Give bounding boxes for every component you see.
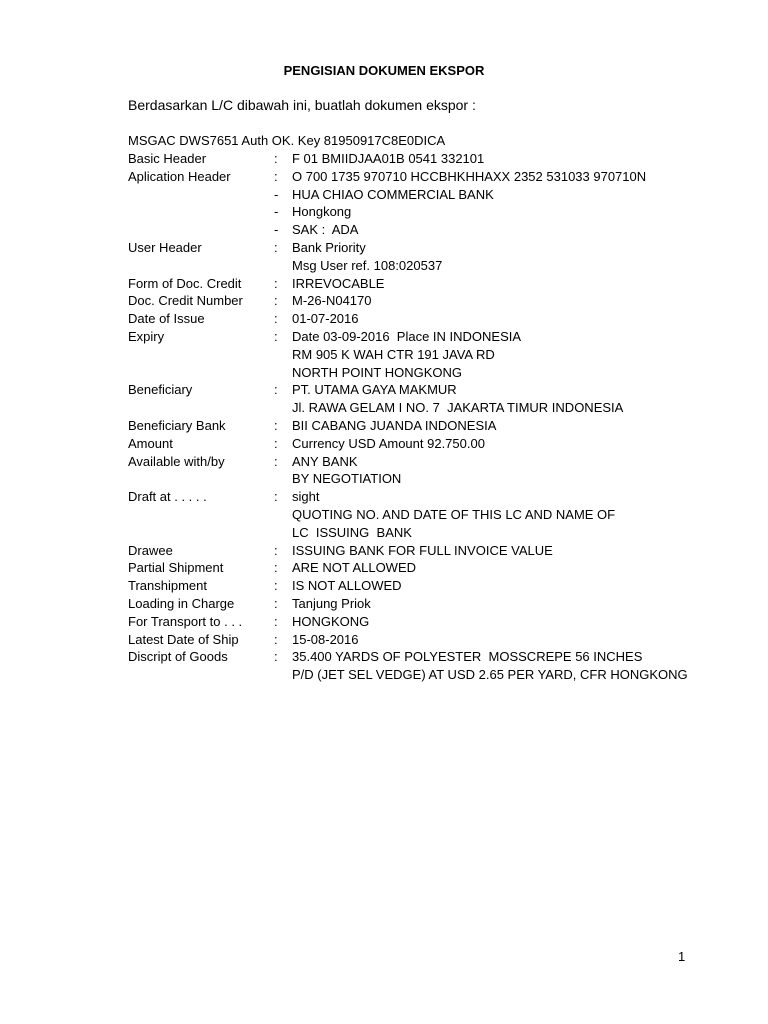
- lc-detail-row: [128, 168, 718, 186]
- field-value-line: Hongkong: [292, 204, 352, 220]
- field-value: [292, 453, 718, 489]
- field-separator: :: [274, 453, 278, 469]
- field-value-line: IRREVOCABLE: [292, 275, 385, 291]
- field-value: [292, 435, 718, 453]
- field-separator: :: [274, 578, 278, 594]
- field-value: [292, 292, 718, 310]
- field-value-line: Bank Priority: [292, 239, 366, 255]
- field-separator: :: [274, 328, 278, 344]
- field-value-line: 35.400 YARDS OF POLYESTER MOSSCREPE 56 INCHES: [292, 649, 643, 665]
- field-value: [292, 542, 718, 560]
- field-label: Beneficiary Bank: [128, 417, 226, 433]
- field-value-line: ARE NOT ALLOWED: [292, 560, 417, 576]
- field-value: [292, 559, 718, 577]
- lc-detail-row: [128, 381, 718, 417]
- field-separator: :: [274, 649, 278, 665]
- lc-detail-row: [128, 417, 718, 435]
- field-label: Date of Issue: [128, 311, 205, 327]
- field-value-line: QUOTING NO. AND DATE OF THIS LC AND NAME OF: [292, 506, 616, 522]
- field-separator: :: [274, 613, 278, 629]
- field-value-line: LC ISSUING BANK: [292, 524, 412, 540]
- field-separator: :: [274, 275, 278, 291]
- field-separator: -: [274, 186, 279, 202]
- field-value-line: F 01 BMIIDJAA01B 0541 332101: [292, 151, 485, 166]
- field-label: Partial Shipment: [128, 560, 224, 576]
- lc-detail-row: [128, 310, 718, 328]
- field-value: [292, 168, 718, 186]
- field-value-line: M-26-N04170: [292, 293, 372, 309]
- field-label: Discript of Goods: [128, 649, 228, 665]
- field-value-line: ANY BANK: [292, 453, 358, 469]
- field-separator: :: [274, 595, 278, 611]
- field-separator: -: [274, 222, 279, 238]
- field-label: User Header: [128, 239, 202, 255]
- field-value-line: BII CABANG JUANDA INDONESIA: [292, 417, 497, 433]
- field-value-line: HONGKONG: [292, 613, 370, 629]
- field-value: [292, 488, 718, 541]
- field-value-line: Msg User ref. 108:020537: [292, 257, 443, 273]
- lc-detail-row: [128, 328, 718, 381]
- field-value: [292, 595, 718, 613]
- lc-detail-row: [128, 613, 718, 631]
- field-value-line: RM 905 K WAH CTR 191 JAVA RD: [292, 346, 495, 362]
- field-value: [292, 203, 718, 221]
- field-label: Loading in Charge: [128, 595, 235, 611]
- lc-detail-row: [128, 292, 718, 310]
- field-value-line: Currency USD Amount 92.750.00: [292, 435, 485, 451]
- field-label: Form of Doc. Credit: [128, 275, 242, 291]
- field-value-line: Jl. RAWA GELAM I NO. 7 JAKARTA TIMUR INDONESIA: [292, 400, 624, 416]
- lc-detail-row: [128, 203, 718, 221]
- field-separator: :: [274, 489, 278, 505]
- field-label: For Transport to . . .: [128, 613, 243, 629]
- field-label: Basic Header: [128, 151, 207, 166]
- field-value: [292, 631, 718, 649]
- field-value: [292, 417, 718, 435]
- field-separator: :: [274, 151, 278, 166]
- lc-detail-row: [128, 221, 718, 239]
- message-auth-line: MSGAC DWS7651 Auth OK. Key 81950917C8E0DICA: [128, 133, 446, 148]
- field-separator: :: [274, 293, 278, 309]
- field-label: Aplication Header: [128, 168, 231, 184]
- field-value-line: HUA CHIAO COMMERCIAL BANK: [292, 186, 494, 202]
- field-label: Beneficiary: [128, 382, 193, 398]
- lc-detail-row: [128, 150, 718, 168]
- lc-detail-row: [128, 453, 718, 489]
- lc-detail-row: [128, 186, 718, 204]
- lc-detail-row: [128, 631, 718, 649]
- field-separator: :: [274, 542, 278, 558]
- field-value: [292, 221, 718, 239]
- lc-detail-row: [128, 559, 718, 577]
- field-value-line: NORTH POINT HONGKONG: [292, 364, 462, 380]
- field-value-line: O 700 1735 970710 HCCBHKHHAXX 2352 531033 970710N: [292, 168, 647, 184]
- field-value-line: BY NEGOTIATION: [292, 471, 402, 487]
- field-value-line: SAK : ADA: [292, 222, 359, 238]
- field-label: Transhipment: [128, 578, 207, 594]
- lc-detail-row: [128, 239, 718, 275]
- field-label: Expiry: [128, 328, 165, 344]
- field-value: [292, 310, 718, 328]
- lc-detail-row: [128, 595, 718, 613]
- lc-detail-row: [128, 648, 718, 684]
- field-separator: :: [274, 560, 278, 576]
- field-value-line: ISSUING BANK FOR FULL INVOICE VALUE: [292, 542, 553, 558]
- field-label: Available with/by: [128, 453, 225, 469]
- field-separator: :: [274, 239, 278, 255]
- field-value: [292, 239, 718, 275]
- field-label: Latest Date of Ship: [128, 631, 239, 647]
- lc-detail-row: [128, 275, 718, 293]
- field-separator: -: [274, 204, 279, 220]
- field-value-line: Tanjung Priok: [292, 595, 371, 611]
- field-value: [292, 381, 718, 417]
- field-separator: :: [274, 435, 278, 451]
- field-separator: :: [274, 311, 278, 327]
- intro-text: Berdasarkan L/C dibawah ini, buatlah dokumen ekspor :: [128, 97, 476, 113]
- field-label: Drawee: [128, 542, 173, 558]
- field-value: [292, 150, 718, 168]
- field-value-line: 15-08-2016: [292, 631, 359, 647]
- field-value-line: Date 03-09-2016 Place IN INDONESIA: [292, 328, 522, 344]
- document-title: PENGISIAN DOKUMEN EKSPOR: [283, 63, 485, 78]
- lc-details-table: [128, 150, 718, 684]
- field-value-line: PT. UTAMA GAYA MAKMUR: [292, 382, 457, 398]
- lc-detail-row: [128, 435, 718, 453]
- page-number: 1: [678, 949, 686, 964]
- field-separator: :: [274, 168, 278, 184]
- field-label: Draft at . . . . .: [128, 489, 207, 505]
- field-value: [292, 186, 718, 204]
- field-value: [292, 648, 718, 684]
- field-separator: :: [274, 382, 278, 398]
- field-separator: :: [274, 631, 278, 647]
- lc-detail-row: [128, 577, 718, 595]
- field-separator: :: [274, 417, 278, 433]
- field-value: [292, 613, 718, 631]
- field-value: [292, 275, 718, 293]
- field-value-line: IS NOT ALLOWED: [292, 578, 402, 594]
- lc-detail-row: [128, 542, 718, 560]
- field-value: [292, 577, 718, 595]
- field-label: Doc. Credit Number: [128, 293, 243, 309]
- field-value-line: 01-07-2016: [292, 311, 359, 327]
- lc-detail-row: [128, 488, 718, 541]
- field-value-line: P/D (JET SEL VEDGE) AT USD 2.65 PER YARD, CFR HONGKONG: [292, 667, 688, 683]
- field-label: Amount: [128, 435, 173, 451]
- field-value: [292, 328, 718, 381]
- field-value-line: sight: [292, 489, 320, 505]
